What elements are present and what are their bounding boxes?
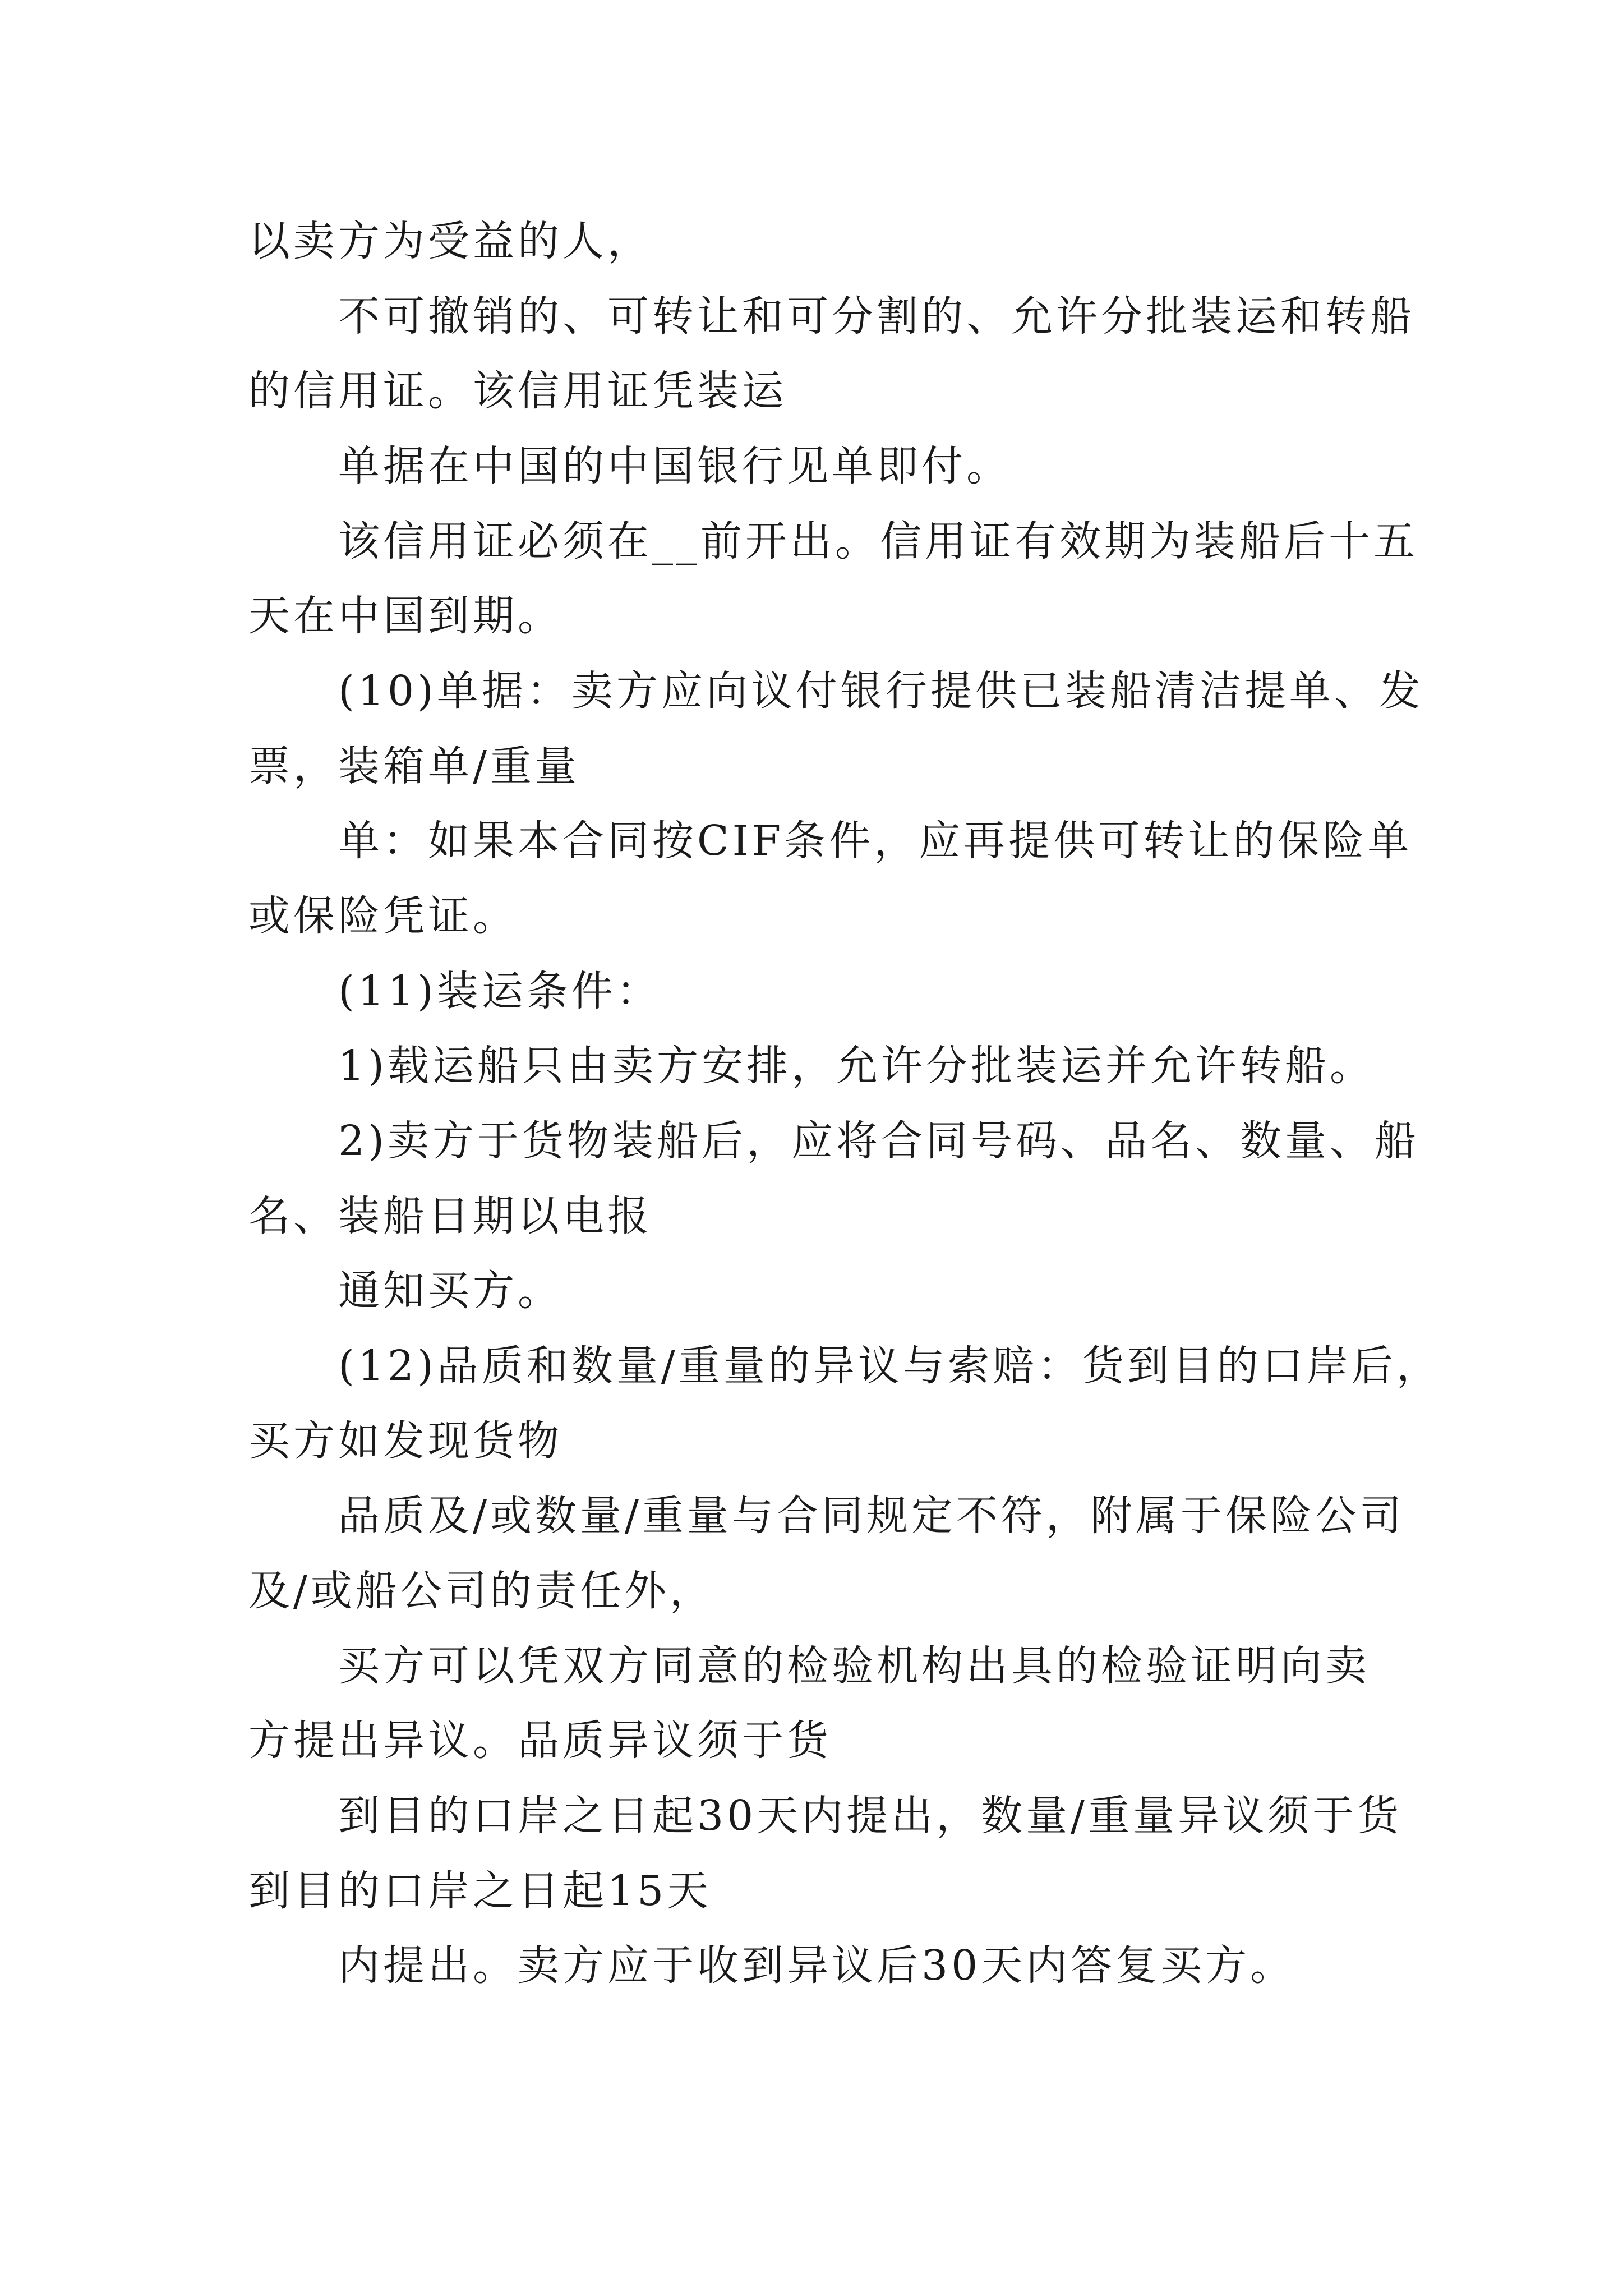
text-line: 单据在中国的中国银行见单即付。 bbox=[338, 442, 1011, 490]
text-line: 到目的口岸之日起30天内提出，数量/重量异议须于货 bbox=[338, 1792, 1403, 1840]
text-line: 买方如发现货物 bbox=[248, 1417, 562, 1465]
text-line: 天在中国到期。 bbox=[248, 592, 562, 640]
text-line: (11)装运条件： bbox=[338, 967, 661, 1015]
text-line: 内提出。卖方应于收到异议后30天内答复买方。 bbox=[338, 1941, 1295, 1990]
text-line: 票，装箱单/重量 bbox=[248, 742, 580, 790]
text-line: 该信用证必须在__前开出。信用证有效期为装船后十五 bbox=[338, 517, 1418, 565]
text-line: 的信用证。该信用证凭装运 bbox=[248, 367, 787, 415]
text-line: 2)卖方于货物装船后，应将合同号码、品名、数量、船 bbox=[338, 1117, 1419, 1165]
text-line: 及/或船公司的责任外， bbox=[248, 1567, 714, 1615]
text-line: 不可撤销的、可转让和可分割的、允许分批装运和转船 bbox=[338, 292, 1415, 341]
text-line: 名、装船日期以电报 bbox=[248, 1192, 652, 1240]
text-line: 单：如果本合同按CIF条件，应再提供可转让的保险单 bbox=[338, 817, 1413, 865]
text-line: (12)品质和数量/重量的异议与索赔：货到目的口岸后， bbox=[338, 1342, 1441, 1390]
text-line: 品质及/或数量/重量与合同规定不符，附属于保险公司 bbox=[338, 1492, 1405, 1540]
text-line: 方提出异议。品质异议须于货 bbox=[248, 1717, 832, 1765]
text-line: 通知买方。 bbox=[338, 1267, 562, 1315]
text-line: 或保险凭证。 bbox=[248, 892, 518, 940]
text-line: 买方可以凭双方同意的检验机构出具的检验证明向卖 bbox=[338, 1642, 1370, 1690]
text-line: 以卖方为受益的人， bbox=[248, 217, 652, 265]
text-line: 1)载运船只由卖方安排，允许分批装运并允许转船。 bbox=[338, 1042, 1375, 1090]
text-line: (10)单据：卖方应向议付银行提供已装船清洁提单、发 bbox=[338, 667, 1424, 715]
text-line: 到目的口岸之日起15天 bbox=[248, 1867, 712, 1915]
